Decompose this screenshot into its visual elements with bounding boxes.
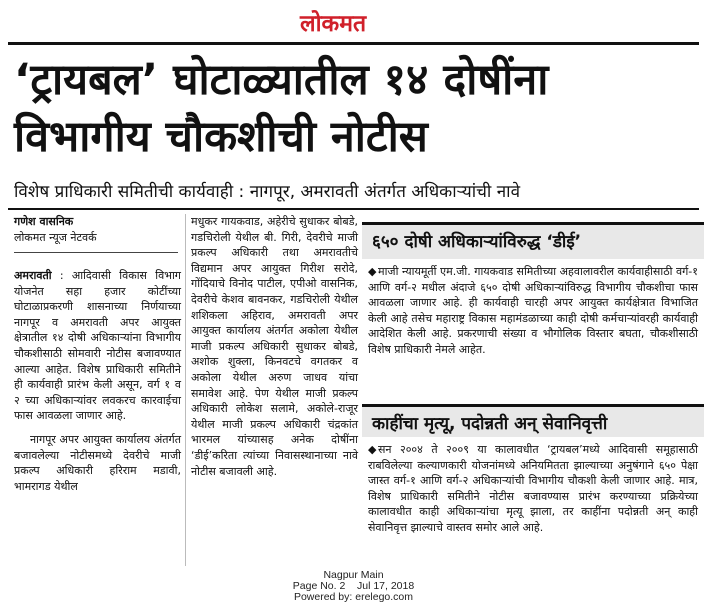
footer-page-info: Page No. 2 Jul 17, 2018 — [292, 580, 415, 592]
sidebar-box-title: ६५० दोषी अधिकाऱ्यांविरुद्ध ‘डीई’ — [372, 232, 582, 252]
sidebar-box-body — [368, 264, 698, 358]
masthead — [0, 0, 707, 40]
sidebar-box-title: काहींचा मृत्यू, पदोन्नती अन् सेवानिवृत्ती — [372, 414, 608, 434]
page-footer — [0, 570, 707, 603]
sidebar-box-text: सन २००४ ते २००९ या कालावधीत ‘ट्रायबल’मध्ये आदिवासी समूहासाठी राबविलेल्या कल्याणकारी योजनांमध्ये अनियमितता झाल्याच्या अनुषंगाने ६५० पेक्षा जास्त वर्ग-१ आणि वर्ग-२ अधिकाऱ्यांची विभागीय चौकशी केली जाणार आहे. मात्र, विशेष प्राधिकारी समितीने नोटीस बजावण्यास प्रारंभ करण्याच्या प्रक्रियेच्या कालावधीत काही अधिकाऱ्यांचा मृत्यू झाला, तर काहींना पदोन्नती अन् काही सेवानिवृत्त झाल्याचे वास्तव समोर आले आहे. — [368, 443, 698, 534]
footer-edition: Nagpur Main — [323, 569, 384, 581]
article-paragraph-1 — [14, 268, 181, 424]
newspaper-logo: लोकमत — [300, 11, 367, 37]
sidebar-box-de — [362, 214, 704, 356]
article-column-2 — [191, 214, 358, 479]
byline-rule — [14, 252, 178, 253]
paragraph-text: : आदिवासी विकास विभाग योजनेत सहा हजार कोटींच्या घोटाळाप्रकरणी शासनाच्या निर्णयाच्या नागपूर व अमरावती अपर आयुक्त क्षेत्रातील १४ दोषी अधिकाऱ्यांना विभागीय चौकशीसाठी सोमवारी नोटीस बजावण्यात आल्या आहेत. विशेष प्राधिकारी समितीने ही कार्यवाही प्रारंभ केली असून, वर्ग १ व २ च्या अधिकाऱ्यांवर लवकरच कारवाईचा फास आवळला जाणार आहे. — [14, 269, 181, 423]
sidebar-box-deaths — [362, 404, 704, 554]
article-column-1 — [14, 268, 181, 494]
headline-line-1: ‘ट्रायबल’ घोटाळ्यातील १४ दोषींना — [14, 55, 549, 105]
masthead-rule — [8, 42, 699, 45]
article-paragraph-2: नागपूर अपर आयुक्त कार्यालय अंतर्गत बजावलेल्या नोटीसमध्ये देवरीचे माजी प्रकल्प अधिकारी हरिराम मडावी, भामरागड येथील — [14, 432, 181, 493]
byline-name: गणेश वासनिक — [14, 215, 74, 228]
footer-powered-by: Powered by: erelego.com — [293, 591, 414, 603]
diamond-bullet-icon: ◆ — [368, 265, 377, 278]
article-paragraph-3: मधुकर गायकवाड, अहेरीचे सुधाकर बोबडे, गडचिरोली येथील बी. गिरी, देवरीचे माजी प्रकल्प अधिकारी तथा अमरावतीचे विद्यमान अपर आयुक्त गिरीश सरोदे, गोंदियाचे विनोद पाटील, एपीओ वासनिक, देवरीचे केशव बावनकर, गडचिरोली येथील शशिकला अहिराव, अमरावती अपर आयुक्त कार्यालय अंतर्गत अकोला येथील माजी प्रकल्प अधिकारी सुधाकर बोबडे, अशोक शुक्ला, किनवटचे वगतकर व अकोला येथील अरुण जाधव यांचा समावेश आहे. पेण येथील माजी प्रकल्प अधिकारी लोकेश सलामे, अकोले-राजूर येथील माजी प्रकल्प अधिकारी चंद्रकांत भारमल यांच्यासह अनेक दोषींना ‘डीई’करिता त्यांच्या निवासस्थानाच्या नावे नोटीस बजावली आहे. — [191, 215, 358, 478]
subhead-rule — [8, 208, 699, 210]
article-headline — [14, 52, 704, 166]
headline-line-2: विभागीय चौकशीची नोटीस — [14, 112, 428, 162]
sidebar-box-header — [362, 404, 704, 437]
dateline: अमरावती — [14, 269, 52, 282]
article-subhead: विशेष प्राधिकारी समितीची कार्यवाही : नागपूर, अमरावती अंतर्गत अधिकाऱ्यांची नावे — [14, 182, 521, 202]
sidebar-box-body — [368, 442, 698, 536]
column-divider — [185, 214, 186, 566]
byline-org: लोकमत न्यूज नेटवर्क — [14, 231, 97, 244]
sidebar-box-text: माजी न्यायमूर्ती एम.जी. गायकवाड समितीच्या अहवालावरील कार्यवाहीसाठी वर्ग-१ आणि वर्ग-२ मधील अंदाजे ६५० दोषी अधिकाऱ्यांविरुद्ध विभागीय चौकशीचा फास आवळला जाणार आहे. ही कार्यवाही चारही अपर आयुक्त कार्यक्षेत्रात विभाजित केली आहे तसेच महाराष्ट्र विकास महामंडळाच्या काही दोषी कर्मचाऱ्यांवरही कार्यवाही आदेशित केली आहे. प्रकरणाची संख्या व भौगोलिक विस्तार बघता, चौकशीसाठी विशेष प्राधिकारी नेमले आहेत. — [368, 265, 698, 356]
byline — [14, 214, 97, 246]
sidebar-box-header — [362, 222, 704, 259]
diamond-bullet-icon: ◆ — [368, 443, 377, 456]
